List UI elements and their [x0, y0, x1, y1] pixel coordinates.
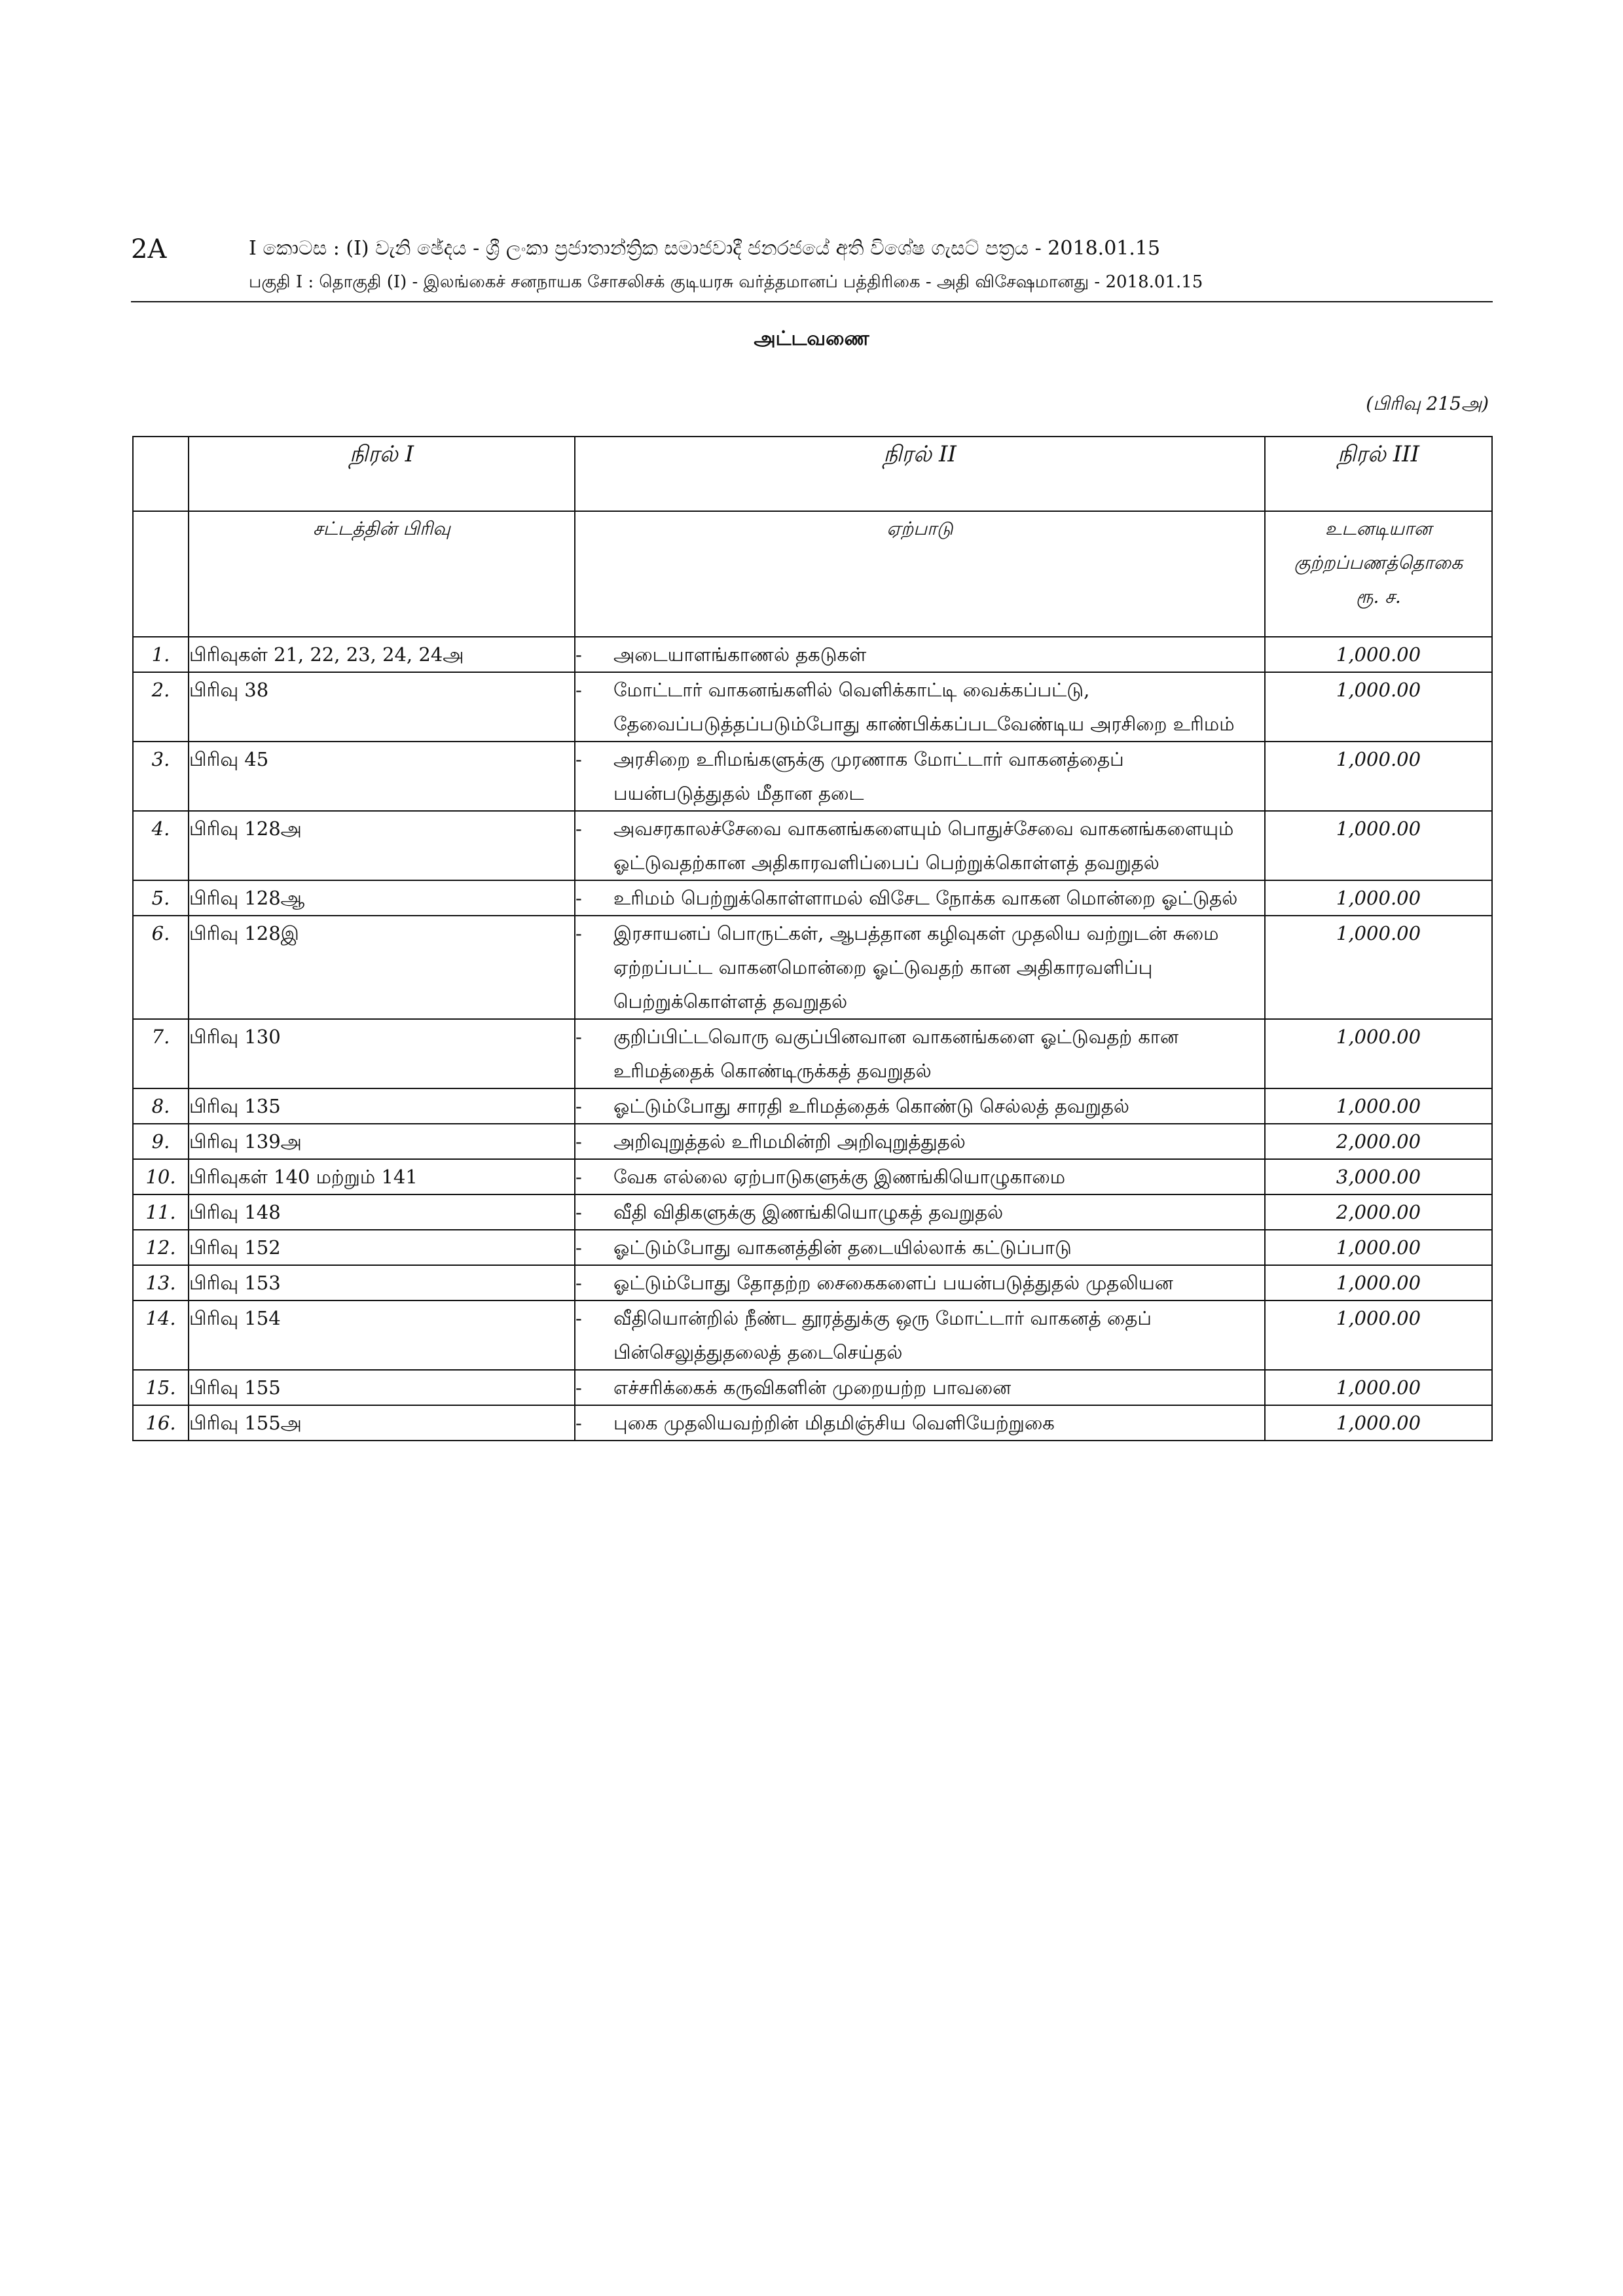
row-provision: மோட்டார் வாகனங்களில் வெளிக்காட்டி வைக்கப்பட்டு, தேவைப்படுத்தப்படும்போது காண்பிக்கப்படவேண்டிய அரசிறை உரிமம் — [613, 679, 1235, 735]
row-number: 15. — [133, 1370, 189, 1405]
row-dash: - — [575, 643, 582, 666]
row-section: பிரிவு 128இ — [189, 916, 575, 1019]
row-provision: எச்சரிக்கைக் கருவிகளின் முறையற்ற பாவனை — [613, 1376, 1012, 1399]
row-dash: - — [575, 748, 582, 770]
table-row — [133, 1019, 1492, 1088]
subheader-provision: ஏற்பாடு — [575, 511, 1265, 637]
row-number: 2. — [133, 672, 189, 742]
row-fine: 1,000.00 — [1265, 1265, 1492, 1300]
row-dash: - — [575, 1201, 582, 1223]
schedule-title: அட்டவணை — [754, 327, 869, 350]
row-provision-cell — [575, 1370, 1265, 1405]
row-number: 10. — [133, 1159, 189, 1194]
row-section: பிரிவு 153 — [189, 1265, 575, 1300]
row-fine: 1,000.00 — [1265, 637, 1492, 672]
row-provision: அவசரகாலச்சேவை வாகனங்களையும் பொதுச்சேவை வாகனங்களையும் ஓட்டுவதற்கான அதிகாரவளிப்பைப் பெற்றுக்கொள்ளத் தவறுதல் — [613, 817, 1234, 874]
row-provision: ஓட்டும்போது தோதற்ற சைகைகளைப் பயன்படுத்துதல் முதலியன — [613, 1272, 1173, 1294]
row-section: பிரிவு 130 — [189, 1019, 575, 1088]
column-header-3: நிரல் III — [1265, 437, 1492, 511]
row-number: 1. — [133, 637, 189, 672]
row-fine: 1,000.00 — [1265, 880, 1492, 916]
subheader-fine-unit: ரூ. ச. — [1356, 586, 1401, 607]
row-section: பிரிவு 45 — [189, 742, 575, 811]
row-provision: ஓட்டும்போது வாகனத்தின் தடையில்லாக் கட்டுப்பாடு — [613, 1236, 1072, 1259]
row-dash: - — [575, 1376, 582, 1399]
row-section: பிரிவு 135 — [189, 1088, 575, 1124]
row-provision-cell — [575, 880, 1265, 916]
column-header-2: நிரல் II — [575, 437, 1265, 511]
row-dash: - — [575, 817, 582, 840]
subheader-fine-label: உடனடியான குற்றப்பணத்தொகை — [1294, 518, 1463, 573]
row-provision: வேக எல்லை ஏற்பாடுகளுக்கு இணங்கியொழுகாமை — [613, 1166, 1066, 1188]
row-dash: - — [575, 1272, 582, 1294]
row-number: 14. — [133, 1300, 189, 1370]
row-fine: 1,000.00 — [1265, 1300, 1492, 1370]
row-dash: - — [575, 1026, 582, 1048]
row-number: 5. — [133, 880, 189, 916]
row-dash: - — [575, 1412, 582, 1434]
page-number: 2A — [131, 234, 167, 264]
row-section: பிரிவு 155அ — [189, 1405, 575, 1441]
row-provision: குறிப்பிட்டவொரு வகுப்பினவான வாகனங்களை ஓட்டுவதற் கான உரிமத்தைக் கொண்டிருக்கத் தவறுதல் — [613, 1026, 1179, 1082]
table-row — [133, 1405, 1492, 1441]
row-provision: அறிவுறுத்தல் உரிமமின்றி அறிவுறுத்துதல் — [613, 1130, 966, 1153]
row-number: 4. — [133, 811, 189, 880]
row-provision-cell — [575, 637, 1265, 672]
row-fine: 1,000.00 — [1265, 672, 1492, 742]
row-section: பிரிவு 148 — [189, 1194, 575, 1230]
row-provision-cell — [575, 1194, 1265, 1230]
row-dash: - — [575, 1307, 582, 1329]
row-provision: வீதியொன்றில் நீண்ட தூரத்துக்கு ஒரு மோட்டார் வாகனத் தைப் பின்செலுத்துதலைத் தடைசெய்தல் — [613, 1307, 1152, 1363]
row-fine: 2,000.00 — [1265, 1124, 1492, 1159]
row-provision-cell — [575, 672, 1265, 742]
row-dash: - — [575, 1166, 582, 1188]
row-number: 12. — [133, 1230, 189, 1265]
header-tamil-line: பகுதி I : தொகுதி (I) - இலங்கைச் சனநாயக சோசலிசக் குடியரசு வர்த்தமானப் பத்திரிகை - அதி விசேஷமானது - 2018.01.15 — [249, 272, 1203, 292]
row-fine: 1,000.00 — [1265, 1019, 1492, 1088]
section-reference: (பிரிவு 215அ) — [1366, 393, 1489, 414]
row-provision-cell — [575, 1124, 1265, 1159]
table-row — [133, 637, 1492, 672]
row-fine: 1,000.00 — [1265, 1405, 1492, 1441]
column-header-1: நிரல் I — [189, 437, 575, 511]
row-section: பிரிவு 155 — [189, 1370, 575, 1405]
row-provision-cell — [575, 1300, 1265, 1370]
subheader-fine — [1265, 511, 1492, 637]
row-section: பிரிவு 152 — [189, 1230, 575, 1265]
table-row — [133, 1230, 1492, 1265]
row-section: பிரிவு 139அ — [189, 1124, 575, 1159]
row-provision-cell — [575, 916, 1265, 1019]
row-dash: - — [575, 922, 582, 944]
subheader-section: சட்டத்தின் பிரிவு — [189, 511, 575, 637]
row-section: பிரிவுகள் 140 மற்றும் 141 — [189, 1159, 575, 1194]
row-provision: இரசாயனப் பொருட்கள், ஆபத்தான கழிவுகள் முதலிய வற்றுடன் சுமை ஏற்றப்பட்ட வாகனமொன்றை ஓட்டுவதற் கான அதிகாரவளிப்பு பெற்றுக்கொள்ளத் தவறுதல் — [613, 922, 1219, 1013]
column-header-row — [133, 437, 1492, 511]
row-provision-cell — [575, 1230, 1265, 1265]
row-number: 16. — [133, 1405, 189, 1441]
header-rule — [131, 301, 1493, 302]
row-section: பிரிவு 154 — [189, 1300, 575, 1370]
row-provision-cell — [575, 1159, 1265, 1194]
subheader-blank-cell — [133, 511, 189, 637]
schedule-table — [132, 436, 1493, 1441]
table-row — [133, 880, 1492, 916]
row-provision: புகை முதலியவற்றின் மிதமிஞ்சிய வெளியேற்றுகை — [613, 1412, 1055, 1434]
table-row — [133, 1300, 1492, 1370]
row-number: 9. — [133, 1124, 189, 1159]
row-provision-cell — [575, 1019, 1265, 1088]
table-row — [133, 1124, 1492, 1159]
row-fine: 2,000.00 — [1265, 1194, 1492, 1230]
row-provision: வீதி விதிகளுக்கு இணங்கியொழுகத் தவறுதல் — [613, 1201, 1004, 1223]
row-provision: அடையாளங்காணல் தகடுகள் — [613, 643, 867, 666]
row-section: பிரிவு 38 — [189, 672, 575, 742]
table-row — [133, 1265, 1492, 1300]
row-section: பிரிவுகள் 21, 22, 23, 24, 24அ — [189, 637, 575, 672]
row-provision-cell — [575, 742, 1265, 811]
row-number: 13. — [133, 1265, 189, 1300]
row-number: 8. — [133, 1088, 189, 1124]
row-number: 11. — [133, 1194, 189, 1230]
table-row — [133, 742, 1492, 811]
header-blank-cell — [133, 437, 189, 511]
row-provision: ஓட்டும்போது சாரதி உரிமத்தைக் கொண்டு செல்லத் தவறுதல் — [613, 1095, 1129, 1117]
column-subheader-row — [133, 511, 1492, 637]
row-dash: - — [575, 887, 582, 909]
row-provision: உரிமம் பெற்றுக்கொள்ளாமல் விசேட நோக்க வாகன மொன்றை ஓட்டுதல் — [613, 887, 1238, 909]
row-section: பிரிவு 128அ — [189, 811, 575, 880]
row-provision-cell — [575, 1405, 1265, 1441]
row-provision: அரசிறை உரிமங்களுக்கு முரணாக மோட்டார் வாகனத்தைப் பயன்படுத்துதல் மீதான தடை — [613, 748, 1124, 804]
row-provision-cell — [575, 811, 1265, 880]
row-section: பிரிவு 128ஆ — [189, 880, 575, 916]
table-row — [133, 916, 1492, 1019]
row-dash: - — [575, 679, 582, 701]
table-row — [133, 811, 1492, 880]
table-row — [133, 1370, 1492, 1405]
row-number: 6. — [133, 916, 189, 1019]
row-fine: 1,000.00 — [1265, 916, 1492, 1019]
row-fine: 1,000.00 — [1265, 811, 1492, 880]
row-fine: 1,000.00 — [1265, 1088, 1492, 1124]
row-dash: - — [575, 1236, 582, 1259]
row-fine: 1,000.00 — [1265, 1230, 1492, 1265]
row-fine: 1,000.00 — [1265, 742, 1492, 811]
table-row — [133, 1088, 1492, 1124]
row-provision-cell — [575, 1088, 1265, 1124]
table-row — [133, 1194, 1492, 1230]
row-dash: - — [575, 1095, 582, 1117]
row-fine: 1,000.00 — [1265, 1370, 1492, 1405]
table-row — [133, 1159, 1492, 1194]
row-dash: - — [575, 1130, 582, 1153]
row-provision-cell — [575, 1265, 1265, 1300]
row-fine: 3,000.00 — [1265, 1159, 1492, 1194]
header-sinhala-line: I කොටස : (I) වැනි ඡේදය - ශ්‍රී ලංකා ප්‍රජාතාන්ත්‍රික සමාජවාදී ජනරජයේ අති විශේෂ ගැසට් පත්‍රය - 2018.01.15 — [249, 237, 1161, 260]
table-row — [133, 672, 1492, 742]
row-number: 7. — [133, 1019, 189, 1088]
row-number: 3. — [133, 742, 189, 811]
